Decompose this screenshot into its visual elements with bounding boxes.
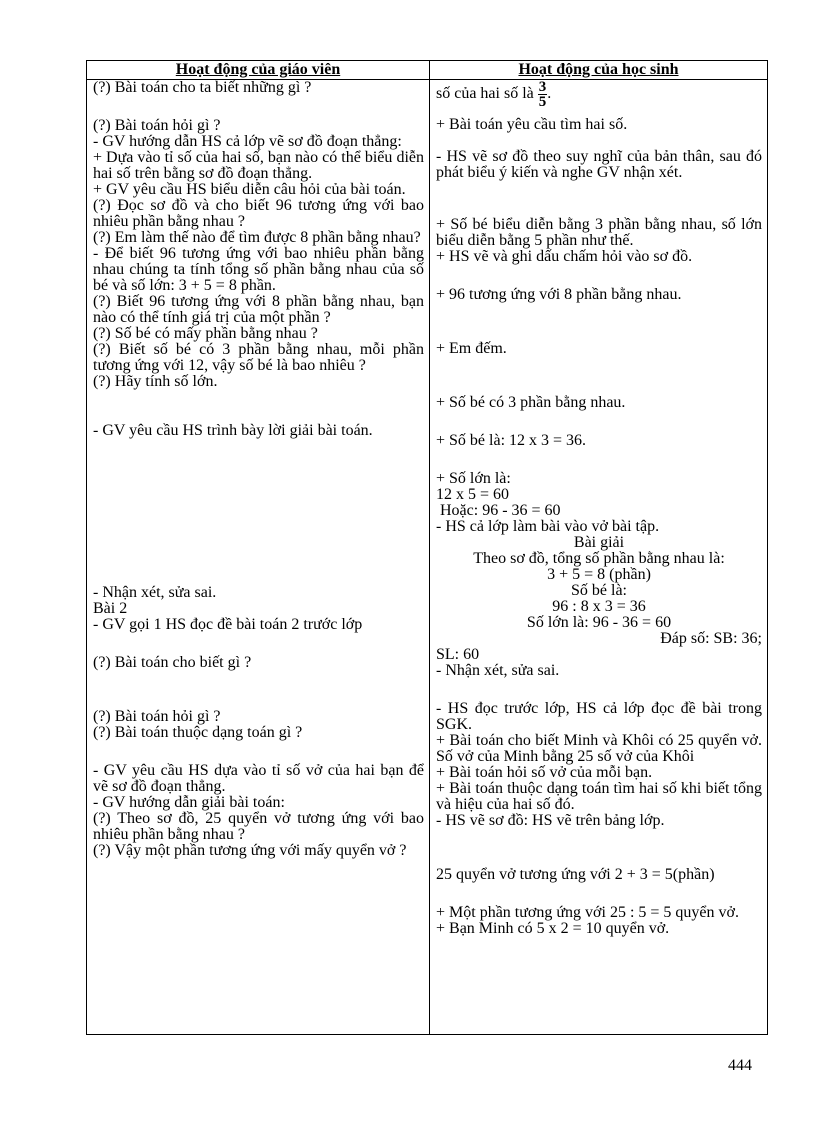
student-line: 12 x 5 = 60 (436, 486, 510, 503)
teacher-line: - GV gọi 1 HS đọc đề bài toán 2 trước lớp (93, 616, 363, 633)
student-line: - HS cả lớp làm bài vào vở bài tập. (436, 518, 660, 535)
teacher-line: Bài 2 (93, 600, 128, 617)
student-column-header: Hoạt động của học sinh (430, 61, 768, 80)
fraction (538, 80, 548, 109)
teacher-line: - GV hướng dẫn giải bài toán: (93, 794, 285, 811)
teacher-line: (?) Hãy tính số lớn. (93, 373, 218, 390)
student-line: + Bài toán yêu cầu tìm hai số. (436, 116, 628, 133)
teacher-line: + GV yêu cầu HS biểu diễn câu hỏi của bài toán. (93, 181, 406, 198)
teacher-column (87, 80, 430, 1035)
student-line: - HS vẽ sơ đồ theo suy nghĩ của bản thân, sau đó phát biểu ý kiến và nghe GV nhận xét. (436, 148, 762, 181)
teacher-line: - GV yêu cầu HS dựa vào tỉ số vở của hai bạn để vẽ sơ đồ đoạn thẳng. (93, 762, 424, 795)
teacher-line: - Nhận xét, sửa sai. (93, 584, 217, 601)
solution-line: Theo sơ đồ, tổng số phần bằng nhau là: (473, 550, 725, 567)
student-line: + 96 tương ứng với 8 phần bằng nhau. (436, 286, 682, 303)
solution-line: 96 : 8 x 3 = 36 (552, 598, 646, 615)
teacher-line: - GV hướng dẫn HS cả lớp vẽ sơ đồ đoạn thẳng: (93, 133, 402, 150)
teacher-line: + Dựa vào tỉ số của hai số, bạn nào có thể biểu diễn hai số trên bằng sơ đồ đoạn thẳng. (93, 149, 424, 182)
table-body-row (87, 80, 768, 1035)
solution-answer: Đáp số: SB: 36; (660, 630, 762, 647)
teacher-line: (?) Biết số bé có 3 phần bằng nhau, mỗi phần tương ứng với 12, vậy số bé là bao nhiêu ? (93, 341, 424, 374)
teacher-line: - GV yêu cầu HS trình bày lời giải bài toán. (93, 422, 373, 439)
student-line: + Số lớn là: (436, 470, 511, 487)
teacher-line: (?) Số bé có mấy phần bằng nhau ? (93, 325, 318, 342)
teacher-line: - Để biết 96 tương ứng với bao nhiêu phần bằng nhau chúng ta tính tổng số phần bằng nhau của số bé và số lớn: 3 + 5 = 8 phần. (93, 245, 424, 294)
student-line: - HS vẽ sơ đồ: HS vẽ trên bảng lớp. (436, 812, 665, 829)
page-number: 444 (728, 1057, 752, 1074)
teacher-line: (?) Em làm thế nào để tìm được 8 phần bằng nhau? (93, 229, 421, 246)
student-column (430, 80, 768, 1035)
teacher-line: (?) Bài toán hỏi gì ? (93, 117, 221, 134)
student-line: + Số bé có 3 phần bằng nhau. (436, 394, 626, 411)
lesson-table (86, 60, 768, 1035)
student-text: số của hai số là (436, 85, 534, 103)
student-line (436, 80, 762, 109)
student-line: + Một phần tương ứng với 25 : 5 = 5 quyển vở. (436, 904, 739, 921)
fraction-numerator: 3 (538, 79, 547, 95)
student-line: + HS vẽ và ghi dấu chấm hỏi vào sơ đồ. (436, 248, 693, 265)
student-line: + Em đếm. (436, 340, 507, 357)
fraction-denominator: 5 (538, 94, 547, 110)
student-line: Hoặc: 96 - 36 = 60 (440, 502, 561, 519)
student-text: . (547, 85, 552, 103)
student-line: + Số bé biểu diễn bằng 3 phần bằng nhau, số lớn biểu diễn bằng 5 phần như thế. (436, 216, 762, 249)
teacher-line: (?) Bài toán cho ta biết những gì ? (93, 79, 312, 96)
student-line: + Bài toán cho biết Minh và Khôi có 25 quyển vở. Số vở của Minh bằng 25 số vở của Khôi (436, 732, 762, 765)
teacher-column-header: Hoạt động của giáo viên (87, 61, 430, 80)
student-line: + Bài toán hỏi số vở của mỗi bạn. (436, 764, 653, 781)
student-line: + Bài toán thuộc dạng toán tìm hai số khi biết tổng và hiệu của hai số đó. (436, 780, 762, 813)
teacher-line: (?) Đọc sơ đồ và cho biết 96 tương ứng với bao nhiêu phần bằng nhau ? (93, 197, 424, 230)
teacher-line: (?) Vậy một phần tương ứng với mấy quyển vở ? (93, 842, 407, 859)
solution-title: Bài giải (573, 534, 625, 551)
solution-line: Số bé là: (571, 582, 627, 599)
teacher-line: (?) Bài toán thuộc dạng toán gì ? (93, 724, 303, 741)
solution-line: 3 + 5 = 8 (phần) (547, 566, 651, 583)
teacher-line: (?) Bài toán hỏi gì ? (93, 708, 221, 725)
student-line: + Số bé là: 12 x 3 = 36. (436, 432, 587, 449)
student-line: - HS đọc trước lớp, HS cả lớp đọc đề bài trong SGK. (436, 700, 762, 733)
lesson-table-container (86, 60, 768, 1035)
solution-line: Số lớn là: 96 - 36 = 60 (526, 614, 672, 631)
table-header-row (87, 61, 768, 80)
student-line: - Nhận xét, sửa sai. (436, 662, 560, 679)
teacher-line: (?) Bài toán cho biết gì ? (93, 654, 252, 671)
solution-answer-2: SL: 60 (436, 646, 480, 663)
teacher-line: (?) Biết 96 tương ứng với 8 phần bằng nhau, bạn nào có thể tính giá trị của một phần ? (93, 293, 424, 326)
student-line: + Bạn Minh có 5 x 2 = 10 quyển vở. (436, 920, 670, 937)
student-line: 25 quyển vở tương ứng với 2 + 3 = 5(phần) (436, 866, 715, 883)
teacher-line: (?) Theo sơ đồ, 25 quyển vở tương ứng với bao nhiêu phần bằng nhau ? (93, 810, 424, 843)
